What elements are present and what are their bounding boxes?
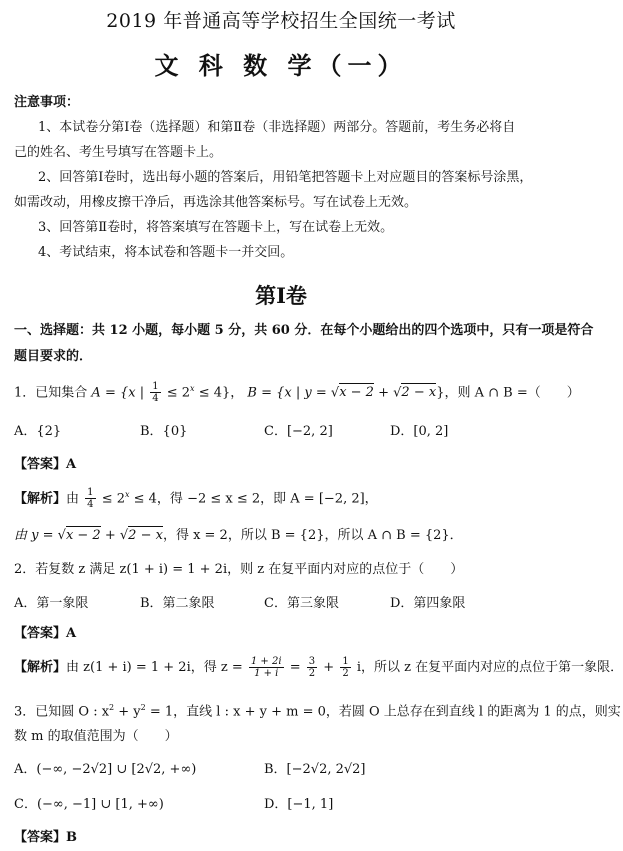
q1-analysis2-pre: 由 y = [14,528,58,543]
q1-analysis-line-1 [14,487,378,510]
q3-stem-b: + y [114,704,141,720]
q3-answer: 【答案】B [14,830,77,845]
q1-analysis-label: 【解析】 [14,491,67,507]
q1-analysis2-plus: + [100,528,120,543]
q2-equals: = [289,660,301,675]
q1-prefix: 1．已知集合 [14,385,88,401]
q1-set-b-end: }，则 A ∩ B =（ ） [436,385,580,401]
q1-analysis-end: ≤ 4，得 −2 ≤ x ≤ 2，即 A = [−2, 2]， [133,491,378,507]
q1-set-a-mid: ≤ 2 [166,385,191,401]
q2-f1-num: 1 + 2i [250,656,282,667]
q2-fraction-1 [249,656,284,679]
q1-exponent: x [190,384,195,393]
q2-analysis-pre: 由 z(1 + i) = 1 + 2i，得 z = [66,660,243,675]
q1-sqrt-1: x − 2 [339,385,374,401]
q1-answer: 【答案】A [14,457,77,472]
q2-fraction-3 [340,656,350,679]
question-2-stem: 2．若复数 z 满足 z(1 + i) = 1 + 2i，则 z 在复平面内对应的点位于（ ） [14,562,464,577]
q1-analysis-mid: ≤ 2 [101,491,125,507]
exam-title: 2019 年普通高等学校招生全国统一考试 [106,10,456,32]
notice-item-4: 4、考试结束，将本试卷和答题卡一并交回。 [38,245,294,260]
q3-option-a: A．(−∞, −2√2] ∪ [2√2, +∞) [14,762,197,777]
q1-option-b: B．{0} [140,424,188,439]
q1-plus: + [373,385,394,401]
part-title: 第Ⅰ卷 [255,283,307,308]
q1-analysis-frac-den: 4 [87,499,94,511]
q1-analysis-line-2: 由 y = √x − 2 + √2 − x，得 x = 2，所以 B = {2}，所以 A ∩ B = {2}． [14,528,463,543]
notice-heading: 注意事项： [14,95,80,110]
q2-analysis-label: 【解析】 [14,660,67,675]
notice-item-1-line-2: 己的姓名、考生号填写在答题卡上。 [14,145,223,160]
q1-analysis-fraction [85,487,95,510]
q1-option-a: A．{2} [14,424,62,439]
q3-stem-c: = 1，直线 l : x + y + m = 0，若圆 O 上总存在到直线 l 的距离为 1 的点，则实 [145,704,621,720]
q2-option-c: C．第三象限 [264,596,339,611]
q2-answer: 【答案】A [14,626,77,641]
notice-item-3: 3、回答第Ⅱ卷时，将答案填写在答题卡上，写在试卷上无效。 [38,220,394,235]
q1-frac-den: 4 [152,393,159,405]
q1-fraction [150,381,160,404]
q2-f3-den: 2 [342,668,349,679]
q3-sup-2: 2 [140,703,146,712]
q1-analysis2-sqrt-1: x − 2 [65,528,101,543]
q1-set-b-open: B = {x | y = [247,385,331,401]
q1-analysis2-sqrt-2: 2 − x [128,528,163,543]
q1-analysis2-end: ，得 x = 2，所以 B = {2}，所以 A ∩ B = {2}． [162,528,463,543]
q1-set-a-open: A = {x | [91,385,145,401]
q2-option-b: B．第二象限 [140,596,215,611]
q3-option-c: C．(−∞, −1] ∪ [1, +∞) [14,797,164,812]
notice-item-1-line-1: 1、本试卷分第Ⅰ卷（选择题）和第Ⅱ卷（非选择题）两部分。答题前，考生务必将自 [38,120,516,135]
question-3-stem-line-2: 数 m 的取值范围为（ ） [14,729,178,744]
q1-frac-num: 1 [152,381,159,393]
section-instruction-line-2: 题目要求的． [14,349,93,364]
q3-sup-1: 2 [109,703,115,712]
notice-item-2-line-1: 2、回答第Ⅰ卷时，选出每小题的答案后，用铅笔把答题卡上对应题目的答案标号涂黑， [38,170,533,185]
q1-sqrt-2: 2 − x [401,385,437,401]
q2-option-a: A．第一象限 [14,596,89,611]
q1-analysis-pre: 由 [66,491,80,507]
q1-option-c: C．[−2, 2] [264,424,333,439]
q2-plus: + [323,660,335,675]
q3-option-d: D．[−1, 1] [264,797,334,812]
q2-f2-den: 2 [308,668,316,679]
q2-analysis-end: i，所以 z 在复平面内对应的点位于第一象限． [356,660,623,675]
q3-option-b: B．[−2√2, 2√2] [264,762,366,777]
q2-option-d: D．第四象限 [390,596,466,611]
notice-item-2-line-2: 如需改动，用橡皮擦干净后，再选涂其他答案标号。写在试卷上无效。 [14,195,418,210]
question-3-stem-line-1 [14,700,621,720]
q1-set-a-end: ≤ 4}， [198,385,244,401]
subject-title: 文 科 数 学（一） [154,51,408,80]
q2-f2-num: 3 [308,656,316,667]
q1-analysis-exponent: x [124,490,130,499]
question-1-stem: 1．已知集合 A = {x | $\frac{1}{4}$ ≤ $2^x \le 4$}， B = {x | y = √x − 2 + √2 − x}，则 A ∩ B =（ ） [14,381,580,405]
q2-f3-num: 1 [342,656,349,667]
q3-stem-a: 3．已知圆 O : x [14,704,110,720]
section-instruction-line-1: 一、选择题：共 12 小题，每小题 5 分，共 60 分．在每个小题给出的四个选项中，只有一项是符合 [14,323,594,338]
q2-analysis [14,656,623,679]
q2-fraction-2 [307,656,317,679]
q1-analysis-frac-num: 1 [87,487,94,499]
q2-f1-den: 1 + i [254,668,279,679]
q1-option-d: D．[0, 2] [390,424,449,439]
